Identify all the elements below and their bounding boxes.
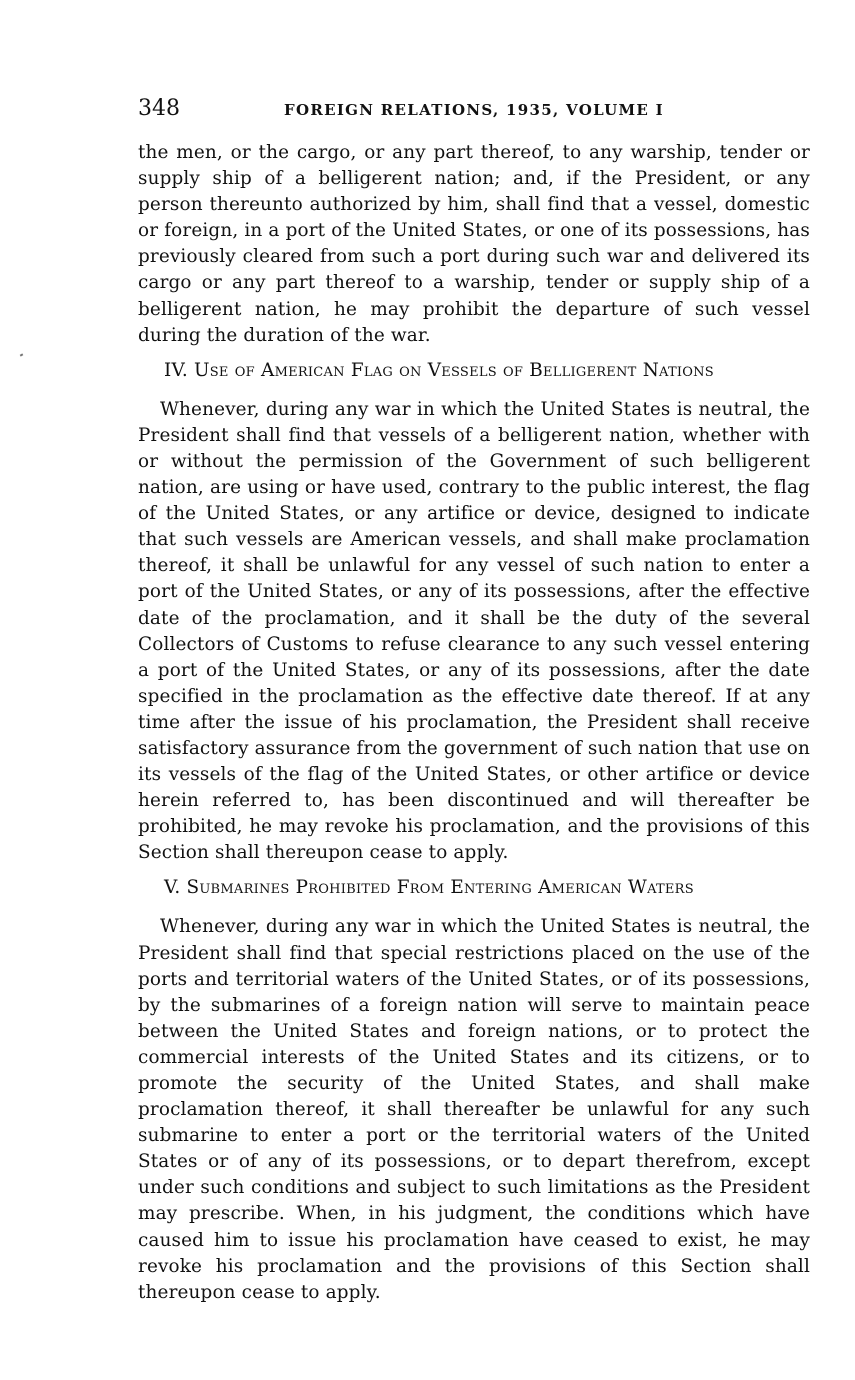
continuation-paragraph: the men, or the cargo, or any part thereof, to any warship, tender or supply ship of a belligerent nation; and, if the President, or any person thereunto authorized by him, shall find that a vessel, domestic or foreign, in a port of the United States, or one of its possessions, has previously cleared from such a port during such war and delivered its cargo or any part thereof to a warship, tender or supply ship of a belligerent nation, he may prohibit the departure of such vessel during the duration of the war. [138,142,810,346]
running-header [138,96,810,126]
section-heading-iv: IV. Use of American Flag on Vessels of Belligerent Nations [164,359,714,381]
section-body-v: Whenever, during any war in which the United States is neutral, the President shall find that special restrictions placed on the use of the ports and territorial waters of the United States, or of its possessions, by the submarines of a foreign nation will serve to maintain peace between the United States and foreign nations, or to protect the commercial interests of the United States and its citizens, or to promote the security of the United States, and shall make proclamation thereof, it shall thereafter be unlawful for any such submarine to enter a port or the territorial waters of the United States or of any of its possessions, or to depart therefrom, except under such conditions and subject to such limitations as the President may prescribe. When, in his judgment, the conditions which have caused him to issue his proclamation have ceased to exist, he may revoke his proclamation and the provisions of this Section shall thereupon cease to apply. [138,916,810,1303]
document-page [138,96,810,1306]
running-title: FOREIGN RELATIONS, 1935, VOLUME I [284,101,664,119]
section-heading-v: V. Submarines Prohibited From Entering American Waters [164,877,694,899]
page-number: 348 [138,96,180,121]
section-body-iv: Whenever, during any war in which the United States is neutral, the President shall find that vessels of a belligerent nation, whether with or without the permission of the Government of such belligerent nation, are using or have used, contrary to the public interest, the flag of the United States, or any artifice or device, designed to indicate that such vessels are American vessels, and shall make proclamation thereof, it shall be unlawful for any vessel of such nation to enter a port of the United States, or any of its possessions, after the effective date of the proclamation, and it shall be the duty of the several Collectors of Customs to refuse clearance to any such vessel entering a port of the United States, or any of its possessions, after the date specified in the proclamation as the effective date thereof. If at any time after the issue of his proclamation, the President shall receive satisfactory assurance from the government of such nation that use on its vessels of the flag of the United States, or other artifice or device herein referred to, has been discontinued and will thereafter be prohibited, he may revoke his proclamation, and the provisions of this Section shall thereupon cease to apply. [138,398,810,864]
scan-mark [20,353,24,356]
